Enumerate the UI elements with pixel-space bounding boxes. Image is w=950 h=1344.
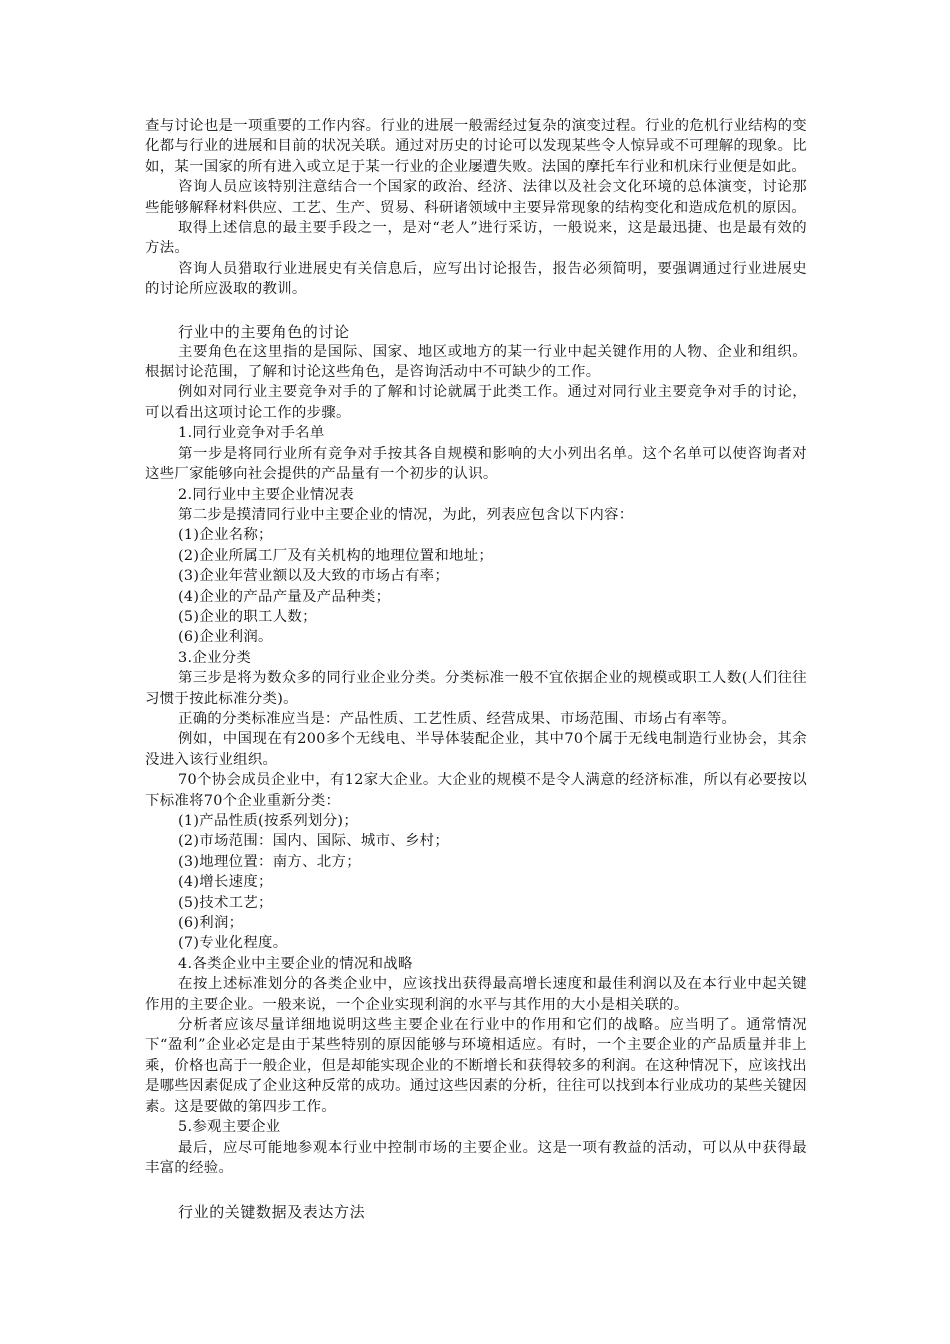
paragraph: 例如，中国现在有200多个无线电、半导体装配企业，其中70个属于无线电制造行业协会，其余没进入该行业组织。 xyxy=(145,731,807,768)
list-item: (1)产品性质(按系列划分)； xyxy=(178,813,359,829)
paragraph: 第二步是摸清同行业中主要企业的情况，为此，列表应包含以下内容： xyxy=(178,506,634,523)
paragraph: 正确的分类标准应当是：产品性质、工艺性质、经营成果、市场范围、市场占有率等。 xyxy=(178,710,737,727)
subsection-title: 2.同行业中主要企业情况表 xyxy=(178,486,354,503)
list-item: (5)企业的职工人数； xyxy=(178,608,317,625)
spacer xyxy=(145,1178,807,1202)
paragraph: 咨询人员猎取行业进展史有关信息后，应写出讨论报告，报告必须简明，要强调通过行业进展史的讨论所应汲取的教训。 xyxy=(145,260,807,298)
list-item: (4)增长速度； xyxy=(178,874,273,891)
paragraph: 查与讨论也是一项重要的工作内容。行业的进展一般需经过复杂的演变过程。行业的危机行业结构的变化都与行业的进展和目前的状况关联。通过对历史的讨论可以发现某些令人惊异或不可理解的现象。比如，某一国家的所有进入或立足于某一行业的企业屡遭失败。法国的摩托车行业和机床行业便是如此。 xyxy=(145,118,807,175)
paragraph: 第一步是将同行业所有竞争对手按其各自规模和影响的大小列出名单。这个名单可以使咨询者对这些厂家能够向社会提供的产品量有一个初步的认识。 xyxy=(145,445,807,483)
paragraph: 第三步是将为数众多的同行业企业分类。分类标准一般不宜依据企业的规模或职工人数(人们往往习惯于按此标准分类)。 xyxy=(145,670,807,707)
paragraph: 在按上述标准划分的各类企业中，应该找出获得最高增长速度和最佳利润以及在本行业中起关键作用的主要企业。一般来说，一个企业实现利润的水平与其作用的大小是相关联的。 xyxy=(145,976,807,1013)
section-heading: 行业中的主要角色的讨论 xyxy=(178,322,350,341)
subsection-title: 1.同行业竞争对手名单 xyxy=(178,425,325,442)
list-item: (1)企业名称； xyxy=(178,527,273,544)
list-item: (6)企业利润。 xyxy=(178,629,273,646)
list-item: (2)市场范围：国内、国际、城市、乡村； xyxy=(178,833,450,850)
paragraph: 咨询人员应该特别注意结合一个国家的政治、经济、法律以及社会文化环境的总体演变，讨论那些能够解释材料供应、工艺、生产、贸易、科研诸领域中主要异常现象的结构变化和造成危机的原因。 xyxy=(145,179,807,216)
list-item: (3)地理位置：南方、北方； xyxy=(178,853,361,870)
document-page xyxy=(145,116,807,1222)
subsection-title: 3.企业分类 xyxy=(178,649,252,666)
list-item: (6)利润； xyxy=(178,915,244,932)
list-item: (7)专业化程度。 xyxy=(178,935,288,952)
list-item: (5)技术工艺； xyxy=(178,894,273,911)
subsection-title: 5.参观主要企业 xyxy=(178,1119,281,1136)
paragraph: 取得上述信息的最主要手段之一，是对“老人”进行采访，一般说来，这是最迅捷、也是最有效的方法。 xyxy=(145,220,807,257)
paragraph: 主要角色在这里指的是国际、国家、地区或地方的某一行业中起关键作用的人物、企业和组织。根据讨论范围，了解和讨论这些角色，是咨询活动中不可缺少的工作。 xyxy=(145,343,807,381)
spacer xyxy=(145,300,807,322)
paragraph: 最后，应尽可能地参观本行业中控制市场的主要企业。这是一项有教益的活动，可以从中获得最丰富的经验。 xyxy=(145,1139,807,1176)
list-item: (3)企业年营业额以及大致的市场占有率； xyxy=(178,568,450,585)
list-item: (4)企业的产品产量及产品种类； xyxy=(178,588,391,605)
list-item: (2)企业所属工厂及有关机构的地理位置和地址； xyxy=(178,547,494,564)
paragraph: 70个协会成员企业中，有12家大企业。大企业的规模不是令人满意的经济标准，所以有必要按以下标准将70个企业重新分类： xyxy=(145,772,807,809)
paragraph: 例如对同行业主要竞争对手的了解和讨论就属于此类工作。通过对同行业主要竞争对手的讨论，可以看出这项讨论工作的步骤。 xyxy=(145,384,807,421)
subsection-title: 4.各类企业中主要企业的情况和战略 xyxy=(178,955,413,972)
section-heading: 行业的关键数据及表达方法 xyxy=(178,1203,366,1222)
paragraph: 分析者应该尽量详细地说明这些主要企业在行业中的作用和它们的战略。应当明了。通常情况下“盈利”企业必定是由于某些特别的原因能够与环境相适应。有时，一个主要企业的产品质量并非上乘，价格也高于一般企业，但是却能实现企业的不断增长和获得较多的利润。在这种情况下，应该找出是哪些因素促成了企业这种反常的成功。通过这些因素的分析，往往可以找到本行业成功的某些关键因素。这是要做的第四步工作。 xyxy=(145,1017,807,1115)
